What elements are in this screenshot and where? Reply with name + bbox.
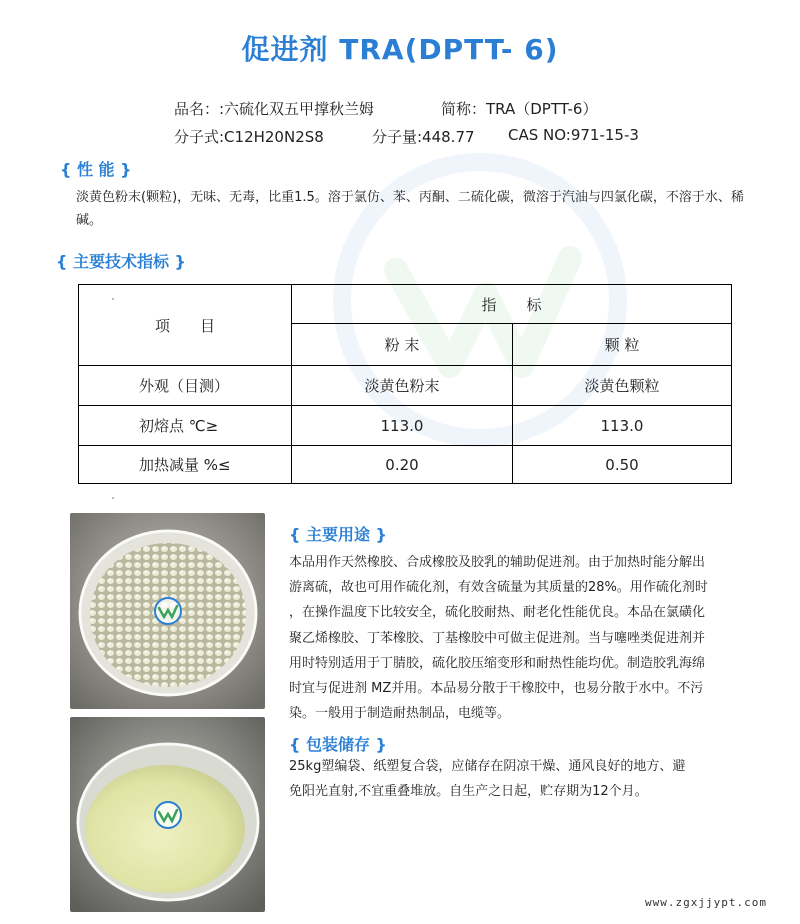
page-title: 促进剂 TRA(DPTT- 6) <box>241 33 559 66</box>
usage-text <box>289 550 759 726</box>
usage-line: 用时特别适用于丁腈胶，硫化胶压缩变形和耐热性能均优。制造胶乳海绵 <box>289 655 706 671</box>
header-index: 指 标 <box>292 285 732 324</box>
row-name: 外观（目测） <box>79 366 292 406</box>
packaging-line: 25kg塑编袋、纸塑复合袋，应储存在阴凉干燥、通风良好的地方、避 <box>289 759 686 774</box>
product-abbr: 简称：TRA（DPTT-6） <box>441 100 598 118</box>
cas-number: CAS NO:971-15-3 <box>508 126 639 144</box>
row-granule: 113.0 <box>513 406 732 446</box>
product-name: 品名：:六硫化双五甲撑秋兰姆 <box>174 100 375 118</box>
artifact-dot <box>112 298 114 300</box>
row-name: 初熔点 ℃≥ <box>79 406 292 446</box>
properties-text: 淡黄色粉末(颗粒)，无味、无毒，比重1.5。溶于氯仿、苯、丙酮、二硫化碳，微溶于汽油与四氯化碳，不溶于水、稀碱。 <box>76 190 744 228</box>
row-granule: 0.50 <box>513 446 732 484</box>
usage-line: 聚乙烯橡胶、丁苯橡胶、丁基橡胶中可做主促进剂。当与噻唑类促进剂并 <box>289 630 706 646</box>
header-powder: 粉 末 <box>292 324 513 366</box>
properties-heading: { 性 能 } <box>60 160 132 179</box>
row-powder: 淡黄色粉末 <box>292 366 513 406</box>
artifact-dot <box>112 497 114 499</box>
packaging-heading: { 包装储存 } <box>289 735 387 754</box>
row-name: 加热减量 %≤ <box>79 446 292 484</box>
granule-photo <box>70 513 265 709</box>
molecular-weight: 分子量:448.77 <box>372 128 475 146</box>
row-powder: 0.20 <box>292 446 513 484</box>
usage-line: ，在操作温度下比较安全，硫化胶耐热、耐老化性能优良。本品在氯磺化 <box>289 605 706 621</box>
usage-line: 染。一般用于制造耐热制品，电缆等。 <box>289 706 511 722</box>
packaging-line: 免阳光直射,不宜重叠堆放。自生产之日起，贮存期为12个月。 <box>289 784 648 799</box>
usage-line: 游离硫，故也可用作硫化剂，有效含硫量为其质量的28%。用作硫化剂时 <box>289 580 708 596</box>
usage-line: 时宜与促进剂 MZ并用。本品易分散于干橡胶中，也易分散于水中。不污 <box>289 681 704 697</box>
table-row <box>79 406 732 446</box>
molecular-formula: 分子式:C12H20N2S8 <box>174 128 324 146</box>
packaging-text <box>289 754 759 804</box>
website-url: www.zgxjjypt.com <box>645 896 767 909</box>
row-powder: 113.0 <box>292 406 513 446</box>
specs-heading: { 主要技术指标 } <box>56 252 186 271</box>
specs-table <box>78 284 732 484</box>
table-header-row <box>79 285 732 324</box>
table-row <box>79 446 732 484</box>
table-row <box>79 366 732 406</box>
usage-line: 本品用作天然橡胶、合成橡胶及胶乳的辅助促进剂。由于加热时能分解出 <box>289 555 706 570</box>
row-granule: 淡黄色颗粒 <box>513 366 732 406</box>
header-item: 项 目 <box>79 285 292 366</box>
usage-heading: { 主要用途 } <box>289 525 387 544</box>
powder-photo <box>70 717 265 912</box>
header-granule: 颗 粒 <box>513 324 732 366</box>
